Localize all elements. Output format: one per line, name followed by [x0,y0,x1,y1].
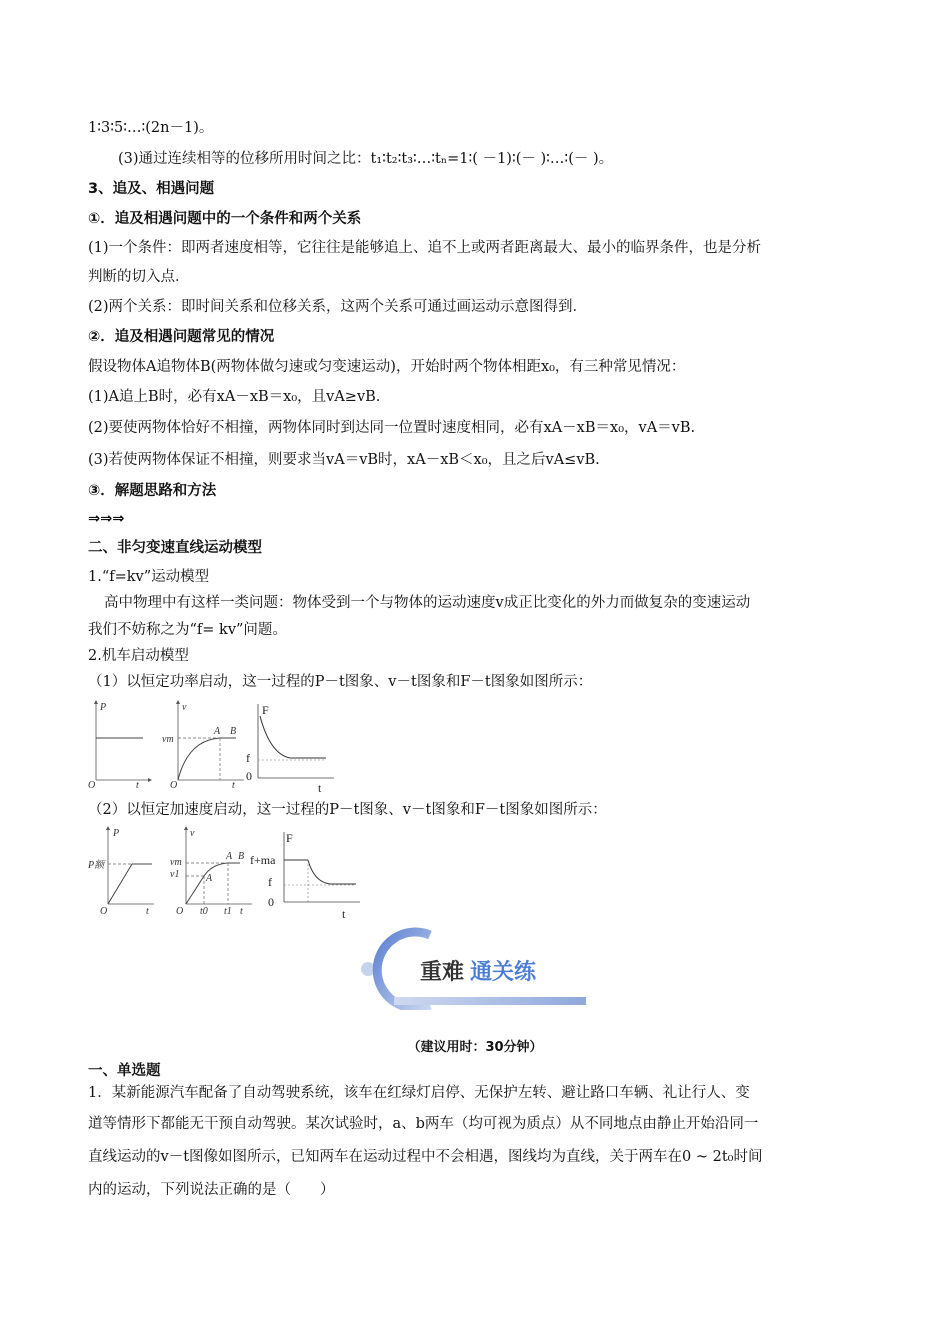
vm-label: vm [162,734,174,745]
t1-label: t1 [224,906,232,917]
f-plus-ma-label: f+ma [250,853,276,867]
axis-label-p: P [100,702,107,713]
zero-label: 0 [246,769,252,783]
p-rated-label: P额 [88,860,105,871]
question-line: 内的运动，下列说法正确的是（ ） [88,1182,335,1198]
axis-label-t: t [136,780,139,791]
axis-label-v: v [190,828,195,839]
axis-label-t: t [342,907,346,921]
f-level-label: f [246,751,250,765]
text-line: 1∶3∶5∶…∶(2n－1)。 [88,120,214,136]
point-b-label: B [238,851,245,862]
text-line: 2.机车启动模型 [88,648,189,664]
subsection-heading: ③．解题思路和方法 [88,483,217,499]
axis-label-t: t [146,906,149,917]
graph-f-t-constant-power [244,702,339,794]
section-heading: 二、非匀变速直线运动模型 [88,540,262,556]
banner-title-dark: 重难 [420,960,465,985]
point-b-label: B [230,726,237,737]
text-line: 假设物体A追物体B(两物体做匀速或匀变速运动)，开始时两个物体相距x₀，有三种常见情况： [88,359,686,375]
point-a-label: A [226,851,233,862]
subsection-heading: ①．追及相遇问题中的一个条件和两个关系 [88,211,362,227]
graph-p-t-constant-accel [88,826,158,918]
axis-label-v: v [182,702,187,713]
practice-banner [352,925,592,1010]
arrows: ⇒⇒⇒ [88,511,125,527]
axis-label-t: t [232,780,235,791]
origin-label: O [88,780,96,791]
question-line: 直线运动的v－t图像如图所示，已知两车在运动过程中不会相遇，图线均为直线，关于两车在0 ~ 2t₀时间 [88,1149,763,1165]
text-line: 高中物理中有这样一类问题：物体受到一个与物体的运动速度v成正比变化的外力而做复杂的变速运动 [104,595,751,611]
point-a-label: A [214,726,221,737]
question-line: 道等情形下都能无干预自动驾驶。某次试验时，a、b两车（均可视为质点）从不同地点由静止开始沿同一 [88,1116,759,1132]
text-line: （1）以恒定功率启动，这一过程的P－t图象、v－t图象和F－t图象如图所示： [88,674,593,690]
text-line: (3)若使两物体保证不相撞，则要求当vA＝vB时，xA－xB＜x₀，且之后vA≤vB. [88,452,600,468]
v1-label: v1 [170,869,180,880]
origin-label: O [176,906,184,917]
text-line: 1.“f=kv”运动模型 [88,569,210,585]
point-a-label: A [206,873,213,884]
f-level-label: f [268,875,272,889]
axis-label-f-upper: F [262,703,269,717]
axis-label-p: P [113,828,120,839]
origin-label: O [170,780,178,791]
text-line: 我们不妨称之为“f= kv”问题。 [88,622,287,638]
suggested-time: （建议用时：30分钟） [407,1040,543,1055]
graph-f-t-constant-accel [250,830,365,922]
text-line: (1)A追上B时，必有xA－xB＝x₀，且vA≥vB. [88,389,381,405]
vm-label: vm [170,857,182,868]
text-line: (1)一个条件：即两者速度相等，它往往是能够追上、追不上或两者距离最大、最小的临界条件，也是分析 [88,240,762,256]
text-line: 判断的切入点． [88,269,190,285]
text-line: (2)要使两物体恰好不相撞，两物体同时到达同一位置时速度相同，必有xA－xB＝x₀，vA＝vB. [88,420,696,436]
t0-label: t0 [200,906,208,917]
banner-title-blue: 通关练 [470,960,537,985]
origin-label: O [100,906,108,917]
graph-v-t-constant-accel [168,826,258,918]
text-line: (2)两个关系：即时间关系和位移关系，这两个关系可通过画运动示意图得到． [88,299,588,315]
subsection-heading: ②．追及相遇问题常见的情况 [88,329,275,345]
axis-label-f-upper: F [286,831,293,845]
text-line: （2）以恒定加速度启动，这一过程的P－t图象、v－t图象和F－t图象如图所示： [88,802,607,818]
axis-label-t: t [318,781,322,795]
axis-label-t: t [240,906,243,917]
text-line: (3)通过连续相等的位移所用时间之比：t₁∶t₂∶t₃∶…∶tₙ=1∶( －1)∶(－ )∶…∶(－ )。 [118,151,614,167]
question-line: 1．某新能源汽车配备了自动驾驶系统，该车在红绿灯启停、无保护左转、避让路口车辆、礼让行人、变 [88,1085,750,1101]
graph-p-t-constant-power [88,700,158,790]
section-heading: 3、追及、相遇问题 [88,181,215,197]
section-heading: 一、单选题 [88,1063,161,1079]
graph-v-t-constant-power [158,700,248,790]
zero-label: 0 [268,895,274,909]
